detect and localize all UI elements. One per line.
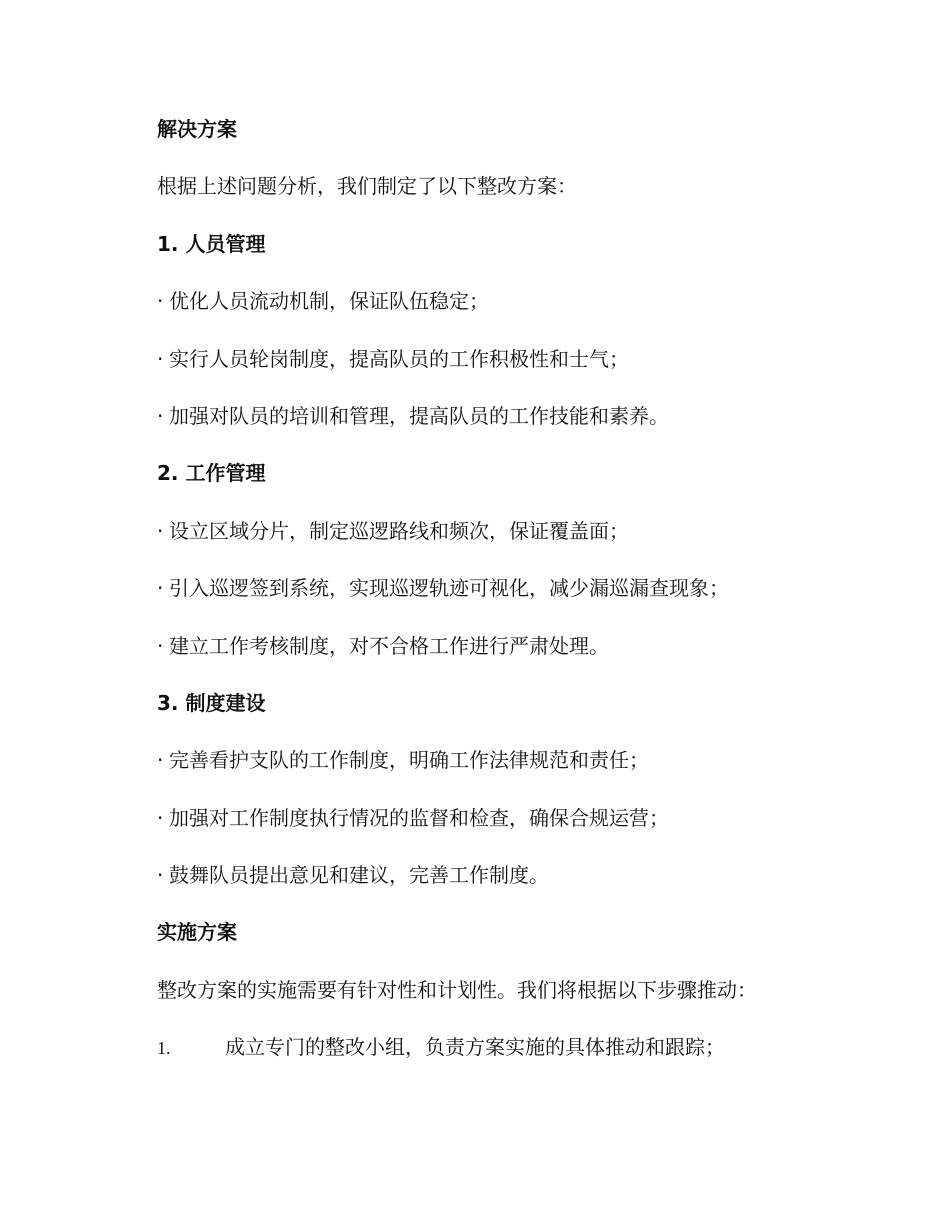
list-item-text: 完善看护支队的工作制度，明确工作法律规范和责任； [169, 748, 649, 773]
bullet-mark: · [157, 403, 164, 428]
list-item-text: 建立工作考核制度，对不合格工作进行严肃处理。 [169, 633, 609, 658]
section-title-solution: 解决方案 [157, 117, 237, 141]
list-item [157, 629, 837, 686]
list-item [157, 342, 837, 399]
group-title-system: 3. 制度建设 [157, 690, 266, 715]
list-item-text: 引入巡逻签到系统，实现巡逻轨迹可视化，减少漏巡漏查现象； [169, 576, 729, 601]
bullet-mark: · [157, 805, 164, 830]
section-title-implementation: 实施方案 [157, 920, 237, 945]
step-number: 1. [157, 1038, 171, 1059]
list-item [157, 801, 837, 858]
list-item-text: 加强对队员的培训和管理，提高队员的工作技能和素养。 [169, 403, 669, 428]
list-item [157, 284, 837, 341]
list-item-text: 加强对工作制度执行情况的监督和检查，确保合规运营； [169, 805, 669, 830]
bullet-mark: · [157, 748, 164, 773]
group-title-work: 2. 工作管理 [157, 461, 266, 486]
bullet-mark: · [157, 346, 164, 371]
list-item-text: 设立区域分片，制定巡逻路线和频次，保证覆盖面； [169, 518, 629, 543]
step-text: 成立专门的整改小组，负责方案实施的具体推动和跟踪； [225, 1035, 725, 1060]
bullet-mark: · [157, 863, 164, 888]
list-item [157, 858, 837, 915]
bullet-mark: · [157, 633, 164, 658]
section-intro-implementation: 整改方案的实施需要有针对性和计划性。我们将根据以下步骤推动： [157, 977, 757, 1002]
list-item [157, 514, 837, 571]
list-item [157, 571, 837, 628]
document-body [157, 112, 837, 1088]
bullet-mark: · [157, 576, 164, 601]
list-item-text: 鼓舞队员提出意见和建议，完善工作制度。 [169, 863, 549, 888]
group-title-personnel: 1. 人员管理 [157, 231, 266, 256]
numbered-item [157, 1030, 837, 1087]
bullet-mark: · [157, 518, 164, 543]
list-item-text: 实行人员轮岗制度，提高队员的工作积极性和士气； [169, 346, 629, 371]
bullet-mark: · [157, 289, 164, 314]
list-item-text: 优化人员流动机制，保证队伍稳定； [169, 289, 489, 314]
section-intro-solution: 根据上述问题分析，我们制定了以下整改方案： [157, 174, 577, 199]
list-item [157, 399, 837, 456]
list-item [157, 743, 837, 800]
